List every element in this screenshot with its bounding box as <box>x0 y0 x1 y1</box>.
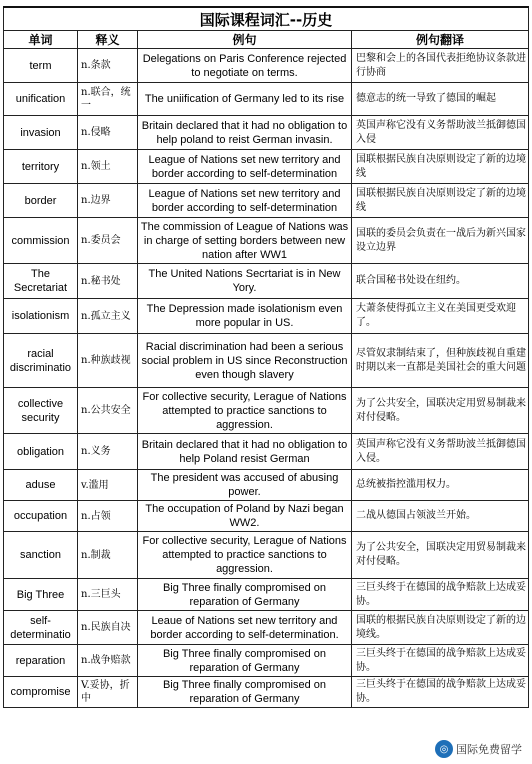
table-row <box>4 579 529 611</box>
word-cell: commission <box>4 218 78 264</box>
table-title: 国际课程词汇--历史 <box>4 7 529 31</box>
translation-cell: 巴黎和会上的各国代表拒绝协议条款进行协商 <box>352 49 529 83</box>
example-cell: The Depression made isolationism even more popular in US. <box>138 299 352 334</box>
example-cell: Delegations on Paris Conference rejected to negotiate on terms. <box>138 49 352 83</box>
translation-cell: 二战从德国占领波兰开始。 <box>352 501 529 532</box>
example-cell: Leaue of Nations set new territory and border according to self-determination. <box>138 611 352 645</box>
table-row <box>4 611 529 645</box>
table-row <box>4 116 529 150</box>
header-translation: 例句翻译 <box>352 31 529 49</box>
table-row <box>4 677 529 708</box>
translation-cell: 大萧条使得孤立主义在美国更受欢迎了。 <box>352 299 529 334</box>
word-cell: sanction <box>4 532 78 579</box>
header-row <box>4 31 529 49</box>
translation-cell: 三巨头终于在德国的战争赔款上达成妥协。 <box>352 677 529 708</box>
header-example: 例句 <box>138 31 352 49</box>
meaning-cell: n.公共安全 <box>78 388 138 434</box>
example-cell: Big Three finally compromised on reparation of Germany <box>138 645 352 677</box>
table-row <box>4 501 529 532</box>
meaning-cell: n.侵略 <box>78 116 138 150</box>
meaning-cell: n.三巨头 <box>78 579 138 611</box>
translation-cell: 英国声称它没有义务帮助波兰抵御德国入侵 <box>352 116 529 150</box>
word-cell: The Secretariat <box>4 264 78 299</box>
example-cell: Big Three finally compromised on reparation of Germany <box>138 579 352 611</box>
table-row <box>4 150 529 184</box>
table-row <box>4 645 529 677</box>
translation-cell: 国联根据民族自决原则设定了新的边境线 <box>352 150 529 184</box>
translation-cell: 联合国秘书处设在纽约。 <box>352 264 529 299</box>
example-cell: Big Three finally compromised on reparation of Germany <box>138 677 352 708</box>
meaning-cell: n.秘书处 <box>78 264 138 299</box>
word-cell: collective security <box>4 388 78 434</box>
word-cell: isolationism <box>4 299 78 334</box>
header-word: 单词 <box>4 31 78 49</box>
example-cell: League of Nations set new territory and border according to self-determination <box>138 150 352 184</box>
word-cell: territory <box>4 150 78 184</box>
translation-cell: 尽管奴隶制结束了，但种族歧视自重建时期以来一直都是美国社会的重大问题 <box>352 334 529 388</box>
example-cell: League of Nations set new territory and border according to self-determination <box>138 184 352 218</box>
example-cell: The president was accused of abusing power. <box>138 470 352 501</box>
vocabulary-table <box>3 6 529 708</box>
translation-cell: 国联的根据民族自决原则设定了新的边境线。 <box>352 611 529 645</box>
table-row <box>4 49 529 83</box>
example-cell: For collective security, Lerague of Nations attempted to practice sanctions to aggression. <box>138 532 352 579</box>
table-body <box>4 49 529 708</box>
word-cell: Big Three <box>4 579 78 611</box>
example-cell: For collective security, Lerague of Nations attempted to practice sanctions to aggression. <box>138 388 352 434</box>
table-row <box>4 434 529 470</box>
meaning-cell: n.领土 <box>78 150 138 184</box>
meaning-cell: n.种族歧视 <box>78 334 138 388</box>
example-cell: The United Nations Secrtariat is in New Yory. <box>138 264 352 299</box>
example-cell: Racial discrimination had been a serious social problem in US since Reconstruction even though slavery <box>138 334 352 388</box>
example-cell: Britain declared that it had no obligation to help poland to reist German invasin. <box>138 116 352 150</box>
meaning-cell: n.民族自决 <box>78 611 138 645</box>
meaning-cell: n.义务 <box>78 434 138 470</box>
word-cell: aduse <box>4 470 78 501</box>
meaning-cell: n.边界 <box>78 184 138 218</box>
translation-cell: 国联的委员会负责在一战后为新兴国家设立边界 <box>352 218 529 264</box>
translation-cell: 总统被指控滥用权力。 <box>352 470 529 501</box>
meaning-cell: n.制裁 <box>78 532 138 579</box>
table-row <box>4 388 529 434</box>
vocabulary-sheet <box>3 6 528 708</box>
meaning-cell: V.妥协，折中 <box>78 677 138 708</box>
translation-cell: 德意志的统一导致了德国的崛起 <box>352 83 529 116</box>
header-meaning: 释义 <box>78 31 138 49</box>
translation-cell: 为了公共安全，国联决定用贸易制裁来对付侵略。 <box>352 388 529 434</box>
wechat-logo-icon: ◎ <box>435 740 453 758</box>
table-row <box>4 218 529 264</box>
translation-cell: 英国声称它没有义务帮助波兰抵御德国入侵。 <box>352 434 529 470</box>
word-cell: occupation <box>4 501 78 532</box>
word-cell: term <box>4 49 78 83</box>
meaning-cell: n.联合，统一 <box>78 83 138 116</box>
example-cell: Britain declared that it had no obligation to help Poland resist German <box>138 434 352 470</box>
example-cell: The uniification of Germany led to its rise <box>138 83 352 116</box>
watermark <box>433 738 526 760</box>
word-cell: obligation <box>4 434 78 470</box>
word-cell: racial discriminatio <box>4 334 78 388</box>
meaning-cell: v.滥用 <box>78 470 138 501</box>
word-cell: invasion <box>4 116 78 150</box>
translation-cell: 国联根据民族自决原则设定了新的边境线 <box>352 184 529 218</box>
meaning-cell: n.委员会 <box>78 218 138 264</box>
example-cell: The occupation of Poland by Nazi began WW2. <box>138 501 352 532</box>
example-cell: The commission of League of Nations was in charge of setting borders between new nation after WW1 <box>138 218 352 264</box>
table-row <box>4 264 529 299</box>
meaning-cell: n.战争赔款 <box>78 645 138 677</box>
meaning-cell: n.占领 <box>78 501 138 532</box>
table-row <box>4 299 529 334</box>
translation-cell: 三巨头终于在德国的战争赔款上达成妥协。 <box>352 645 529 677</box>
table-row <box>4 470 529 501</box>
table-row <box>4 184 529 218</box>
word-cell: reparation <box>4 645 78 677</box>
watermark-text: 国际免费留学 <box>456 743 522 756</box>
word-cell: border <box>4 184 78 218</box>
table-row <box>4 532 529 579</box>
meaning-cell: n.孤立主义 <box>78 299 138 334</box>
translation-cell: 三巨头终于在德国的战争赔款上达成妥协。 <box>352 579 529 611</box>
meaning-cell: n.条款 <box>78 49 138 83</box>
word-cell: compromise <box>4 677 78 708</box>
table-row <box>4 83 529 116</box>
table-row <box>4 334 529 388</box>
word-cell: unification <box>4 83 78 116</box>
word-cell: self-determinatio <box>4 611 78 645</box>
translation-cell: 为了公共安全，国联决定用贸易制裁来对付侵略。 <box>352 532 529 579</box>
